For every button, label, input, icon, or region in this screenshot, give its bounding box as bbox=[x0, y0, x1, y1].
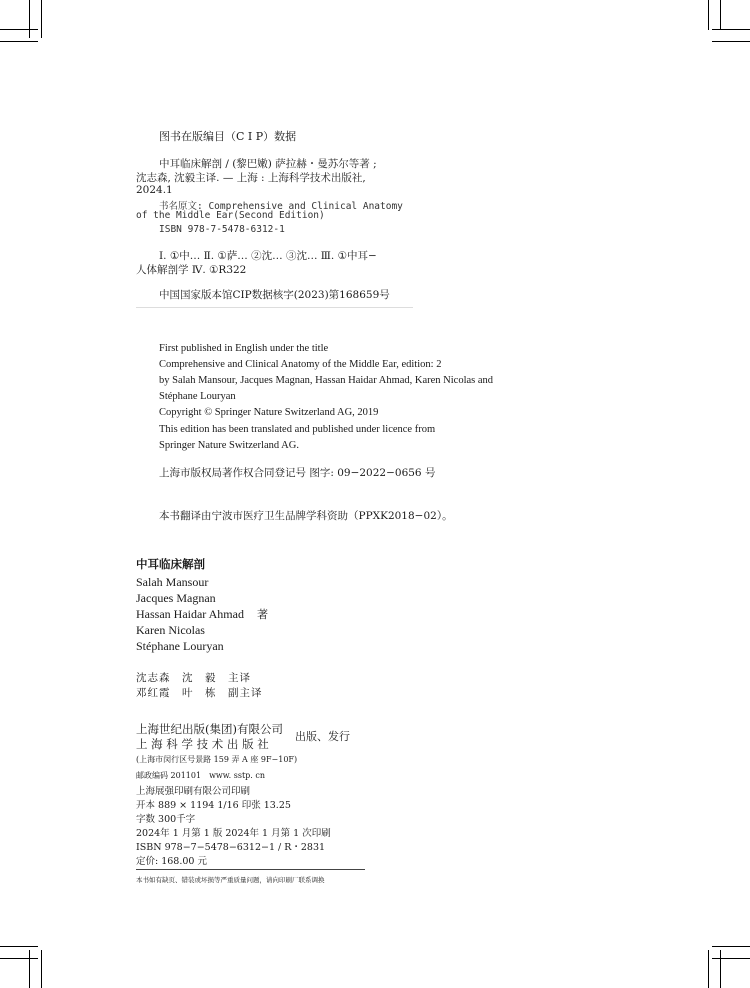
edition-info: 2024年 1 月第 1 版 2024年 1 月第 1 次印刷 bbox=[136, 828, 331, 839]
word-count: 字数 300千字 bbox=[136, 814, 196, 825]
crop-mark bbox=[720, 950, 721, 988]
crop-mark bbox=[720, 0, 721, 30]
publisher-isbn: ISBN 978−7−5478−6312−1 / R・2831 bbox=[136, 842, 326, 853]
crop-mark bbox=[0, 41, 38, 42]
cip-entry-line: 2024.1 bbox=[136, 184, 173, 196]
english-rights-line: This edition has been translated and published under licence from bbox=[159, 424, 436, 435]
english-rights-line: Comprehensive and Clinical Anatomy of the Middle Ear, edition: 2 bbox=[159, 359, 442, 370]
author-name: Karen Nicolas bbox=[136, 623, 205, 637]
footer-note: 本书如有缺页、错装或坏损等严重质量问题，请向印刷厂联系调换 bbox=[136, 876, 325, 884]
english-rights-line: by Salah Mansour, Jacques Magnan, Hassan Haidar Ahmad, Karen Nicolas and bbox=[159, 375, 494, 386]
cip-isbn: ISBN 978-7-5478-6312-1 bbox=[159, 224, 285, 235]
cip-entry-line: 沈志森, 沈毅主译. — 上海 : 上海科学技术出版社, bbox=[136, 172, 366, 184]
author-name: Stéphane Louryan bbox=[136, 639, 224, 653]
english-rights-line: Stéphane Louryan bbox=[159, 391, 236, 402]
book-title: 中耳临床解剖 bbox=[136, 557, 205, 571]
crop-mark bbox=[708, 950, 709, 988]
crop-mark bbox=[0, 958, 38, 959]
cip-original-title: of the Middle Ear(Second Edition) bbox=[136, 210, 325, 221]
divider bbox=[136, 869, 365, 870]
crop-mark bbox=[0, 29, 38, 30]
cip-classification: Ⅰ. ①中… Ⅱ. ①萨… ②沈… ③沈… Ⅲ. ①中耳− bbox=[159, 250, 377, 262]
crop-mark bbox=[29, 950, 30, 988]
publisher-name: 上 海 科 学 技 术 出 版 社 bbox=[136, 737, 269, 751]
publisher-role: 出版、发行 bbox=[295, 730, 350, 743]
cip-original-title: 书名原文: Comprehensive and Clinical Anatomy bbox=[159, 201, 403, 212]
funding-note: 本书翻译由宁波市医疗卫生品牌学科资助（PPXK2018−02）。 bbox=[159, 510, 453, 522]
crop-mark bbox=[41, 0, 42, 38]
translators-line: 邓红霞 叶 栋 副主译 bbox=[136, 687, 263, 699]
cip-classification: 人体解剖学 Ⅳ. ①R322 bbox=[136, 264, 247, 276]
printer: 上海展强印刷有限公司印刷 bbox=[136, 786, 251, 797]
crop-mark bbox=[712, 29, 750, 30]
author-name: Salah Mansour bbox=[136, 575, 209, 589]
publisher-postcode: 邮政编码 201101 www. sstp. cn bbox=[136, 771, 266, 780]
author-name: Hassan Haidar Ahmad bbox=[136, 607, 244, 621]
publisher-name: 上海世纪出版(集团)有限公司 bbox=[136, 722, 283, 736]
divider bbox=[136, 307, 413, 308]
crop-mark bbox=[0, 946, 38, 947]
crop-mark bbox=[712, 41, 750, 42]
crop-mark bbox=[29, 0, 30, 38]
author-name: Jacques Magnan bbox=[136, 591, 216, 605]
cip-heading: 图书在版编目（C I P）数据 bbox=[159, 130, 297, 143]
crop-mark bbox=[41, 950, 42, 988]
author-list bbox=[136, 574, 244, 654]
english-rights-line: First published in English under the title bbox=[159, 343, 329, 354]
cip-entry-line: 中耳临床解剖 / (黎巴嫩) 萨拉赫・曼苏尔等著 ; bbox=[159, 158, 377, 170]
publisher-address: (上海市闵行区号景路 159 弄 A 座 9F−10F) bbox=[136, 755, 298, 764]
format-info: 开本 889 × 1194 1/16 印张 13.25 bbox=[136, 800, 291, 811]
crop-mark bbox=[708, 0, 709, 30]
author-role: 著 bbox=[257, 608, 268, 621]
cip-number: 中国国家版本馆CIP数据核字(2023)第168659号 bbox=[159, 289, 390, 301]
price: 定价: 168.00 元 bbox=[136, 856, 207, 867]
translators-line: 沈志森 沈 毅 主译 bbox=[136, 672, 251, 684]
crop-mark bbox=[712, 958, 750, 959]
english-rights-line: Copyright © Springer Nature Switzerland AG, 2019 bbox=[159, 407, 379, 418]
crop-mark bbox=[712, 946, 750, 947]
english-rights-line: Springer Nature Switzerland AG. bbox=[159, 440, 299, 451]
copyright-registration: 上海市版权局著作权合同登记号 图字: 09−2022−0656 号 bbox=[159, 467, 436, 479]
